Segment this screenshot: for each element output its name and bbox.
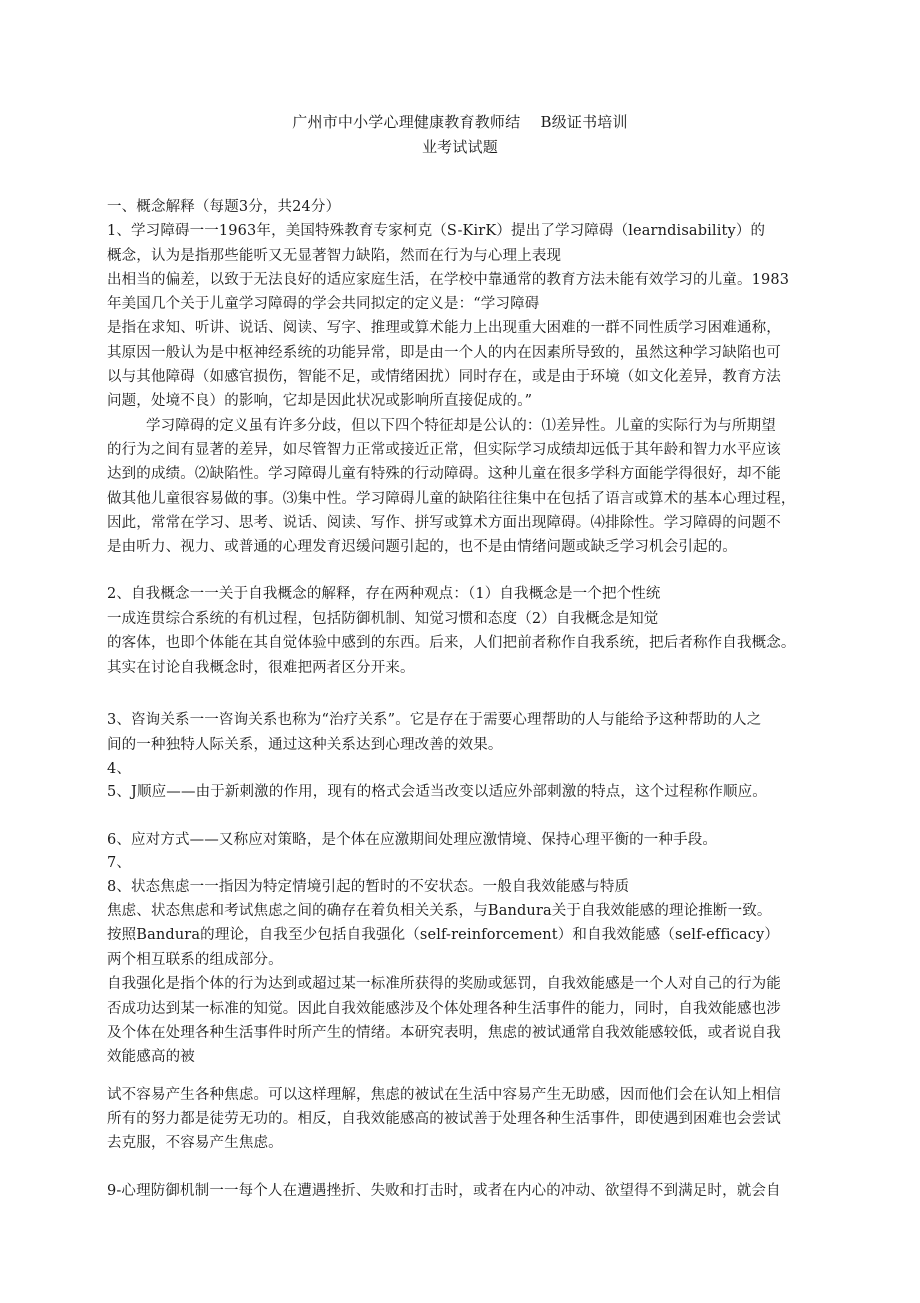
paragraph-line: 焦虑、状态焦虑和考试焦虑之间的确存在着负相关关系，与Bandura关于自我效能感的理论推断一致。 xyxy=(107,903,772,919)
paragraph-line: 试不容易产生各种焦虑。可以这样理解，焦虑的被试在生活中容易产生无助感，因而他们会在认知上相信 xyxy=(107,1087,781,1103)
paragraph-line: 按照Bandura的理论，自我至少包括自我强化（self-reinforcement）和自我效能感（self-efficacy） xyxy=(107,927,779,943)
paragraph-line: 间的一种独特人际关系，通过这种关系达到心理改善的效果。 xyxy=(107,737,503,753)
paragraph-line: 8、状态焦虑一一指因为特定情境引起的暂时的不安状态。一般自我效能感与特质 xyxy=(107,879,630,895)
paragraph-line: 5、J顺应——由于新刺激的作用，现有的格式会适当改变以适应外部刺激的特点，这个过程称作顺应。 xyxy=(107,784,767,800)
section-heading: 一、概念解释（每题3分，共24分） xyxy=(107,199,341,215)
paragraph-line: 3、咨询关系一一咨询关系也称为“治疗关系”。它是存在于需要心理帮助的人与能给予这种帮助的人之 xyxy=(107,712,762,728)
paragraph-line: 的客体，也即个体能在其自觉体验中感到的东西。后来，人们把前者称作自我系统，把后者称作自我概念。 xyxy=(107,635,796,651)
paragraph-line: 一成连贯综合系统的有机过程，包括防御机制、知觉习惯和态度（2）自我概念是知觉 xyxy=(107,611,659,627)
paragraph-line: 的行为之间有显著的差异，如尽管智力正常或接近正常，但实际学习成绩却远低于其年龄和智力水平应该 xyxy=(107,442,781,458)
paragraph-line: 因此，常常在学习、思考、说话、阅读、写作、拼写或算术方面出现障碍。⑷排除性。学习障碍的问题不 xyxy=(107,515,781,531)
paragraph-line: 去克服，不容易产生焦虑。 xyxy=(107,1135,283,1151)
paragraph-line: 4、 xyxy=(107,761,132,777)
paragraph-line: 6、应对方式——又称应对策略，是个体在应激期间处理应激情境、保持心理平衡的一种手段。 xyxy=(107,832,718,848)
paragraph-line: 以与其他障碍（如感官损伤，智能不足，或情绪困扰）同时存在，或是由于环境（如文化差异，教育方法 xyxy=(107,369,781,385)
paragraph-line: 达到的成绩。⑵缺陷性。学习障碍儿童有特殊的行动障碍。这种儿童在很多学科方面能学得很好，却不能 xyxy=(107,466,781,482)
paragraph-line: 1、学习障碍一一1963年，美国特殊教育专家柯克（S-KirK）提出了学习障碍（learndisability）的 xyxy=(107,223,766,239)
paragraph-line: 9-心理防御机制一一每个人在遭遇挫折、失败和打击时，或者在内心的冲动、欲望得不到满足时，就会自 xyxy=(107,1183,781,1199)
paragraph-line: 是由听力、视力、或普通的心理发育迟缓问题引起的，也不是由情绪问题或缺乏学习机会引起的。 xyxy=(107,539,737,555)
paragraph-line: 两个相互联系的组成部分。 xyxy=(107,952,283,968)
paragraph-line: 概念，认为是指那些能听又无显著智力缺陷，然而在行为与心理上表现 xyxy=(107,248,562,264)
document-subtitle: 业考试试题 xyxy=(421,138,498,156)
document-title: 广州市中小学心理健康教育教师结 B级证书培训 xyxy=(292,113,628,131)
paragraph-line: 其原因一般认为是中枢神经系统的功能异常，即是由一个人的内在因素所导致的，虽然这种学习缺陷也可 xyxy=(107,345,781,361)
paragraph-line: 效能感高的被 xyxy=(107,1049,195,1065)
paragraph-line: 2、自我概念一一关于自我概念的解释，存在两种观点：（1）自我概念是一个把个性统 xyxy=(107,586,661,602)
paragraph-line: 年美国几个关于儿童学习障碍的学会共同拟定的定义是：“学习障碍 xyxy=(107,296,540,312)
paragraph-line: 及个体在处理各种生活事件时所产生的情绪。本研究表明，焦虑的被试通常自我效能感较低，或者说自我 xyxy=(107,1025,781,1041)
paragraph-line: 否成功达到某一标准的知觉。因此自我效能感涉及个体处理各种生活事件的能力，同时，自我效能感也涉 xyxy=(107,1001,781,1017)
paragraph-line: 是指在求知、听讲、说话、阅读、写字、推理或算术能力上出现重大困难的一群不同性质学习困难通称， xyxy=(107,320,781,336)
paragraph-line: 问题，处境不良）的影响，它却是因此状况或影响所直接促成的。” xyxy=(107,393,533,409)
paragraph-line: 做其他儿童很容易做的事。⑶集中性。学习障碍儿童的缺陷往往集中在包括了语言或算术的基本心理过程， xyxy=(107,491,796,507)
paragraph-line: 所有的努力都是徒劳无功的。相反，自我效能感高的被试善于处理各种生活事件，即使遇到困难也会尝试 xyxy=(107,1111,781,1127)
paragraph-line: 学习障碍的定义虽有许多分歧，但以下四个特征却是公认的：⑴差异性。儿童的实际行为与所期望 xyxy=(146,418,776,434)
paragraph-line: 自我强化是指个体的行为达到或超过某一标准所获得的奖励或惩罚，自我效能感是一个人对自己的行为能 xyxy=(107,976,781,992)
paragraph-line: 7、 xyxy=(107,855,132,871)
paragraph-line: 出相当的偏差，以致于无法良好的适应家庭生活，在学校中靠通常的教育方法未能有效学习的儿童。1983 xyxy=(107,272,790,288)
paragraph-line: 其实在讨论自我概念时，很难把两者区分开来。 xyxy=(107,660,415,676)
